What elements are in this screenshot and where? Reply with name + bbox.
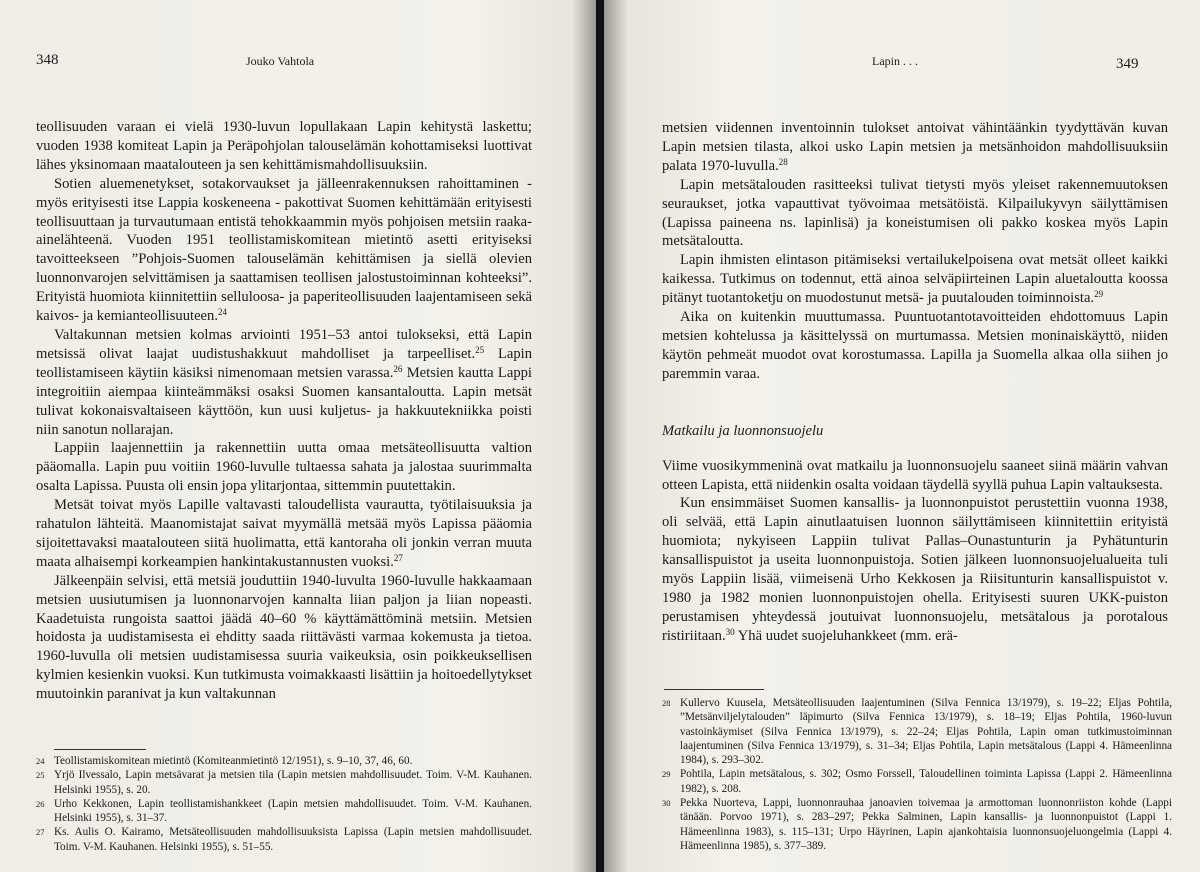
- body-text: [36, 118, 532, 704]
- footnote: 27 Ks. Aulis O. Kairamo, Metsäteollisuuden mahdollisuuksista Lapissa (Lapin metsien mahdollisuudet. Toim. V-M. Kauhanen. Helsinki 1955), s. 51–55.: [36, 826, 532, 853]
- book-gutter: [596, 0, 604, 872]
- body-text: [662, 119, 1168, 646]
- left-page: [0, 0, 596, 872]
- section-heading: Matkailu ja luonnonsuojelu: [662, 422, 824, 439]
- page-number: 348: [36, 52, 59, 68]
- paragraph: Kun ensimmäiset Suomen kansallis- ja luonnonpuistot perustettiin vuonna 1938, oli selvää, että Lapin ainutlaatuisen luonnon säilyttämiseen kiinnitettiin erityistä huomiota; nykyiseen Lappiin tulivat Pallas–Ounastunturin ja Pyhätunturin kansallispuistot ja useita luonnonpuistoja. Sotien jälkeen luonnonsuojelualueita tuli myös Lappiin lisää, viimeisenä Urho Kekkosen ja Riisitunturin kansallispuistot v. 1980 ja 1982 monien luonnonpuistojen ohella. Erityisesti suuren UKK-puiston perustamisen yhteydessä joutuivat luonnonsuojelu, metsätalous ja porotalous ristiriitaan.$^{30}$ Yhä uudet suojeluhankkeet (mm. erä-: [662, 495, 1168, 644]
- paragraph: Jälkeenpäin selvisi, että metsiä jouduttiin 1940-luvulta 1960-luvulle hakkaamaan metsien uusiutumisen ja luonnonarvojen kannalta liian paljon ja liian nopeasti. Kaadetuista rungoista saattoi jäädä 40–60 % käyttämättöminä metsiin. Metsien hoidosta ja uudistamisesta ei ehditty saada riittävästi varmaa kokemusta ja tietoa. 1960-luvulla oli metsien uudistamisessa suuria vaikeuksia, osin poikkeuksellisen kylmien kesienkin vuoksi. Kun tutkimusta voimakkaasti lisättiin ja hoitoedellytykset muutoinkin paranivat ja kun valtakunnan: [36, 572, 532, 703]
- footnote-ref: 26: [393, 363, 403, 374]
- paragraph: teollisuuden varaan ei vielä 1930-luvun lopullakaan Lapin kehitystä laskettu; vuoden 1938 komiteat Lapin ja Peräpohjolan talouselämän kohottamiseksi luottivat lähes yksinomaan maatalouteen ja sen kehittämismahdollisuuksiin.: [36, 119, 532, 173]
- footnote-ref: 29: [1094, 289, 1104, 300]
- footnotes: [36, 754, 532, 854]
- paragraph: Lapin metsätalouden rasitteeksi tulivat tietysti myös yleiset rakennemuutoksen seuraukset, jotka vapauttivat työvoimaa metsätöistä. Kilpailukyvyn säilyttämisen (Lapissa paineena ns. lapinlisä) ja koneistumisen oli pakko koskea myös Lapin metsätaloutta.: [662, 176, 1168, 250]
- paragraph: Viime vuosikymmeninä ovat matkailu ja luonnonsuojelu saaneet siinä määrin vahvan otteen Lapista, että niidenkin osalta voidaan täydellä syyllä puhua Lapin valtauksesta.: [662, 457, 1168, 493]
- footnote-ref: 25: [475, 344, 485, 355]
- footnote-rule: [54, 749, 146, 750]
- paragraph: metsien viidennen inventoinnin tulokset antoivat vähintäänkin tyydyttävän kuvan Lapin metsien tilasta, alkoi usko Lapin metsien ja metsänhoidon mahdollisuuksiin palata 1970-luvulla.$^{28}$: [662, 120, 1168, 174]
- footnote: 26 Urho Kekkonen, Lapin teollistamishankkeet (Lapin metsien mahdollisuudet. Toim. V-M. Kauhanen. Helsinki 1955), s. 31–37.: [36, 797, 532, 825]
- footnote-ref: 28: [778, 156, 788, 167]
- paragraph: Metsät toivat myös Lapille valtavasti taloudellista vaurautta, työtilaisuuksia ja rahatulon lähteitä. Maanomistajat saivat myymällä metsää myös Lapissa pääomia sijoitettavaksi maatalouteen siitä huolimatta, että kantoraha oli jonkin verran muuta maata alhaisempi korkeampien hankintakustannusten vuoksi.$^{27}$: [36, 497, 532, 570]
- page-number: 349: [1116, 56, 1139, 72]
- footnotes: [662, 696, 1172, 853]
- footnote: 24 Teollistamiskomitean mietintö (Komiteanmietintö 12/1951), s. 9–10, 37, 46, 60.: [36, 755, 413, 767]
- footnote: 29 Pohtila, Lapin metsätalous, s. 302; Osmo Forssell, Taloudellinen toiminta Lapissa (Lappi 2. Hämeenlinna 1982), s. 208.: [662, 768, 1172, 795]
- footnote: 30 Pekka Nuorteva, Lappi, luonnonrauhaa janoavien toivemaa ja armottoman luonnonriiston kohde (Lappi tänään. Porvoo 1971), s. 283–297; Pekka Salminen, Lapin kansallis- ja luonnonpuistot (Lappi 1. Hämeenlinna 1983), s. 115–131; Urpo Häyrinen, Lapin ajankohtaisia luonnonsuojeluongelmia (Lappi 4. Hämeenlinna 1985), s. 377–389.: [662, 797, 1172, 852]
- footnote-ref: 27: [393, 552, 403, 563]
- right-page: [604, 0, 1200, 872]
- footnote-ref: 30: [725, 626, 735, 637]
- footnote: 25 Yrjö Ilvessalo, Lapin metsävarat ja metsien tila (Lapin metsien mahdollisuudet. Toim. V-M. Kauhanen. Helsinki 1955), s. 20.: [36, 769, 532, 796]
- footnote-rule: [664, 689, 764, 690]
- footnote: 28 Kullervo Kuusela, Metsäteollisuuden laajentuminen (Silva Fennica 13/1979), s. 19–22; Eljas Pohtila, ”Metsänviljelytalouden” läpimurto (Silva Fennica 13/1979), s. 18–19; Eljas Pohtila, 1960-luvun vastoinkäymiset (Silva Fennica 13/1979), s. 22–24; Eljas Pohtila, Lapin oman tutkimustoiminnan laajentuminen (Silva Fennica 13/1979), s. 31–34; Eljas Pohtila, Lapin metsätalous (Lappi 4. Hämeenlinna 1984), s. 293–302.: [662, 697, 1172, 767]
- running-head: Lapin . . .: [872, 54, 918, 68]
- paragraph: Lapin ihmisten elintason pitämiseksi vertailukelpoisena ovat metsät olleet kaikki kaikessa. Tutkimus on todennut, että ainoa selväpiirteinen Lapin aluetaloutta koossa pitänyt tuotantoketju on muodostunut metsä- ja puutalouden toiminnoista.$^{29}$: [662, 252, 1168, 307]
- paragraph: Lappiin laajennettiin ja rakennettiin uutta omaa metsäteollisuutta valtion pääomalla. Lapin puu voitiin 1960-luvulle tultaessa sahata ja jalostaa suurimmalta osalta Lapissa. Puusta oli ensin jopa ylitarjontaa, sittemmin puutettakin.: [36, 440, 532, 495]
- paragraph: Sotien aluemenetykset, sotakorvaukset ja jälleenrakennuksen rahoittaminen - myös erityisesti itse Lappia koskeneena - pakottivat Suomen kehittämään erityisesti teollisuuttaan ja turvautumaan entistä tehokkaammin myös pohjoisen metsiin raaka-ainelähteenä. Vuoden 1951 teollistamiskomitean mietintö asetti erityiseksi tavoitteekseen ”Pohjois-Suomen talouselämän kehittämisen ja siellä olevien luonnonvarojen selvittämisen ja saattamisen teollisen jalostustoiminnan kohteeksi”. Erityistä huomiota kiinnitettiin selluloosa- ja paperiteollisuuden laajentamiseen sekä kaivos- ja kemianteollisuuteen.$^{24}$: [36, 175, 532, 325]
- footnote-ref: 24: [217, 307, 227, 318]
- paragraph: Aika on kuitenkin muuttumassa. Puuntuotantotavoitteiden ehdottomuus Lapin metsien kohtelussa ja käsittelyssä on murtumassa. Metsien moninaiskäyttö, niiden käytön pehmeät muodot ovat korostumassa. Lapilla ja Suomella alkaa olla siihen jo paremmin varaa.: [662, 309, 1168, 382]
- paragraph: Valtakunnan metsien kolmas arviointi 1951–53 antoi tulokseksi, että Lapin metsissä olivat laajat uudistushakkuut mahdolliset ja tarpeelliset.$^{25}$ Lapin teollistamiseen käytiin käsiksi nimenomaan metsien varassa.$^{26}$ Metsien kautta Lappi integroitiin aiempaa kiinteämmäksi osaksi Suomen kansantaloutta. Lapin metsät tulivat kokonaisvaltaiseen käyttöön, kun uusi kuljetus- ja hakkuutekniikka poisti niin sanotun nollarajan.: [36, 326, 532, 438]
- running-head: Jouko Vahtola: [246, 54, 315, 68]
